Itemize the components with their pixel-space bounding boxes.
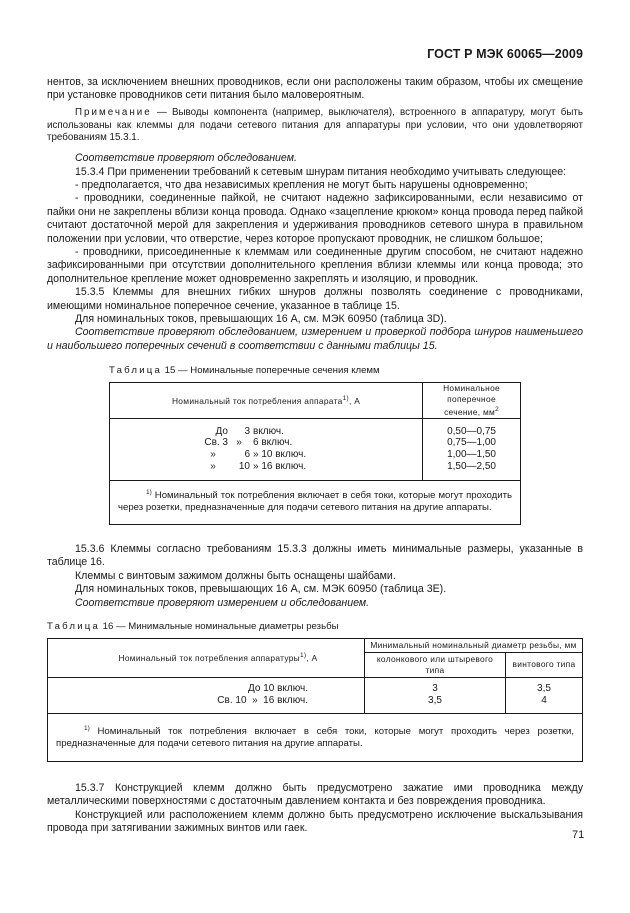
paragraph: Для номинальных токов, превышающих 16 А, см. МЭК 60950 (таблица 3E).	[75, 583, 447, 596]
table15-caption	[109, 364, 583, 377]
table-cell: 3,5	[428, 695, 442, 707]
footnote-mark: 1)	[342, 395, 349, 402]
page-number: 71	[572, 829, 585, 841]
table16-col3-values	[506, 677, 583, 713]
table-row: » 6 » 10 включ.	[210, 449, 307, 461]
paragraph: нентов, за исключением внешних проводников, если они расположены таким образом, чтобы их смещение при установке проводников сети питания было маловероятным.	[47, 76, 583, 102]
document-body	[47, 76, 583, 836]
footnote-mark: 1)	[300, 652, 307, 660]
table-cell: 3,5	[537, 683, 551, 695]
note-paragraph	[47, 107, 583, 145]
table15-col2-header: Номинальное поперечное сечение, $мм^2$	[423, 382, 521, 418]
table16-sub-header-2: винтового типа	[506, 652, 583, 677]
table16-col1-values	[48, 677, 365, 713]
table16	[47, 638, 583, 762]
paragraph: - предполагается, что два независимых крепления не могут быть нарушены одновременно;	[75, 179, 528, 192]
table16-col1-header: Номинальный ток потребления аппаратуры$^{1)}$, А	[48, 638, 365, 677]
table15-footnote: $^{1)}$ Номинальный ток потребления включает в себя токи, которые могут проходить через розетки, предназначенные для подачи сетевого питания на другие аппараты.	[110, 480, 521, 524]
paragraph: Клеммы с винтовым зажимом должны быть оснащены шайбами.	[75, 569, 396, 582]
paragraph: Для номинальных токов, превышающих 16 А, см. МЭК 60950 (таблица 3D).	[75, 313, 447, 326]
table-cell: 4	[541, 695, 547, 707]
table16-footnote: $^{1)}$ Номинальный ток потребления включает в себя токи, которые могут проходить через розетки, предназначенные для подачи сетевого питания на другие аппараты.	[48, 713, 583, 761]
table15-col2-values	[423, 418, 521, 480]
table-cell: До 10 включ.	[247, 683, 308, 695]
table16-caption-label: Таблица	[47, 621, 101, 633]
table16-col2-values	[365, 677, 506, 713]
paragraph: 15.3.4 При применении требований к сетевым шнурам питания необходимо учитывать следующее:	[75, 165, 567, 178]
table15-caption-text: 15 — Номинальные поперечные сечения клемм	[162, 365, 380, 377]
note-label: Примечание	[75, 106, 152, 118]
table15-col1-header: Номинальный ток потребления аппарата$^{1)}$, А	[110, 382, 423, 418]
table-cell: 0,50—0,75	[447, 425, 496, 437]
paragraph: - проводники, соединенные пайкой, не считают надежно зафиксированными, если независимо от пайки они не закреплены вблизи конца провода. Однако «зацепление крюком» конца провода перед пайкой считают достаточной мерой для закрепления и удерживания проводников сетевого шнура в правильном положении при условии, что отверстие, через которое пропускают проводник, не слишком большое;	[47, 192, 583, 245]
table16-sub-header-1: колонкового или штыревого типа	[365, 652, 506, 677]
table-cell: Св. 10 » 16 включ.	[217, 695, 308, 707]
table-cell: 1,00—1,50	[447, 449, 496, 461]
paragraph: 15.3.6 Клеммы согласно требованиям 15.3.3 должны иметь минимальные размеры, указанные в таблице 16.	[47, 543, 583, 569]
table-row: До 3 включ.	[215, 425, 284, 437]
paragraph: Конструкцией или расположением клемм должно быть предусмотрено исключение выскальзывания провода при затягивании зажимных винтов или гаек.	[47, 808, 583, 835]
table-cell: 0,75—1,00	[447, 437, 496, 449]
table16-caption-text: 16 — Минимальные номинальные диаметры резьбы	[100, 621, 339, 633]
table15-col1-values	[110, 418, 423, 480]
paragraph: Соответствие проверяют измерением и обследованием.	[75, 596, 370, 609]
table16-caption	[47, 620, 583, 633]
table15-caption-label: Таблица	[109, 365, 163, 377]
table-cell: 3	[432, 683, 438, 695]
page-header-title: ГОСТ Р МЭК 60065—2009	[427, 47, 583, 61]
paragraph: 15.3.5 Клеммы для внешних гибких шнуров должны позволять соединение с проводниками, имеющими номинальное поперечное сечение, указанное в таблице 15.	[47, 286, 583, 312]
table-row: Св. 3 » 6 включ.	[204, 437, 293, 449]
table16-group-header: Минимальный номинальный диаметр резьбы, мм	[365, 638, 583, 652]
table-row: » 10 » 16 включ.	[210, 461, 307, 472]
paragraph: Соответствие проверяют обследованием.	[75, 152, 297, 165]
paragraph: - проводники, присоединенные к клеммам или соединенные другим способом, не считают надежно зафиксированными при отсутствии дополнительного крепления вблизи клеммы или конца провода; это дополнительное крепление может одновременно закреплять и изоляцию, и проводник.	[47, 246, 583, 285]
table-cell: 1,50—2,50	[447, 461, 496, 472]
paragraph: 15.3.7 Конструкцией клемм должно быть предусмотрено зажатие ими проводника между металлическими поверхностями с достаточным давлением контакта и без повреждения проводника.	[47, 781, 583, 808]
note-text: — Выводы компонента (например, выключателя), встроенного в аппаратуру, могут быть использованы как клеммы для подачи сетевого питания для аппаратуры при условии, что они удовлетворяют требованиям 15.3.1.	[47, 106, 583, 144]
paragraph: Соответствие проверяют обследованием, измерением и проверкой подбора шнуров наименьшего и наибольшего поперечных сечений в соответствии с данными таблицы 15.	[47, 326, 583, 352]
table15	[109, 382, 521, 525]
